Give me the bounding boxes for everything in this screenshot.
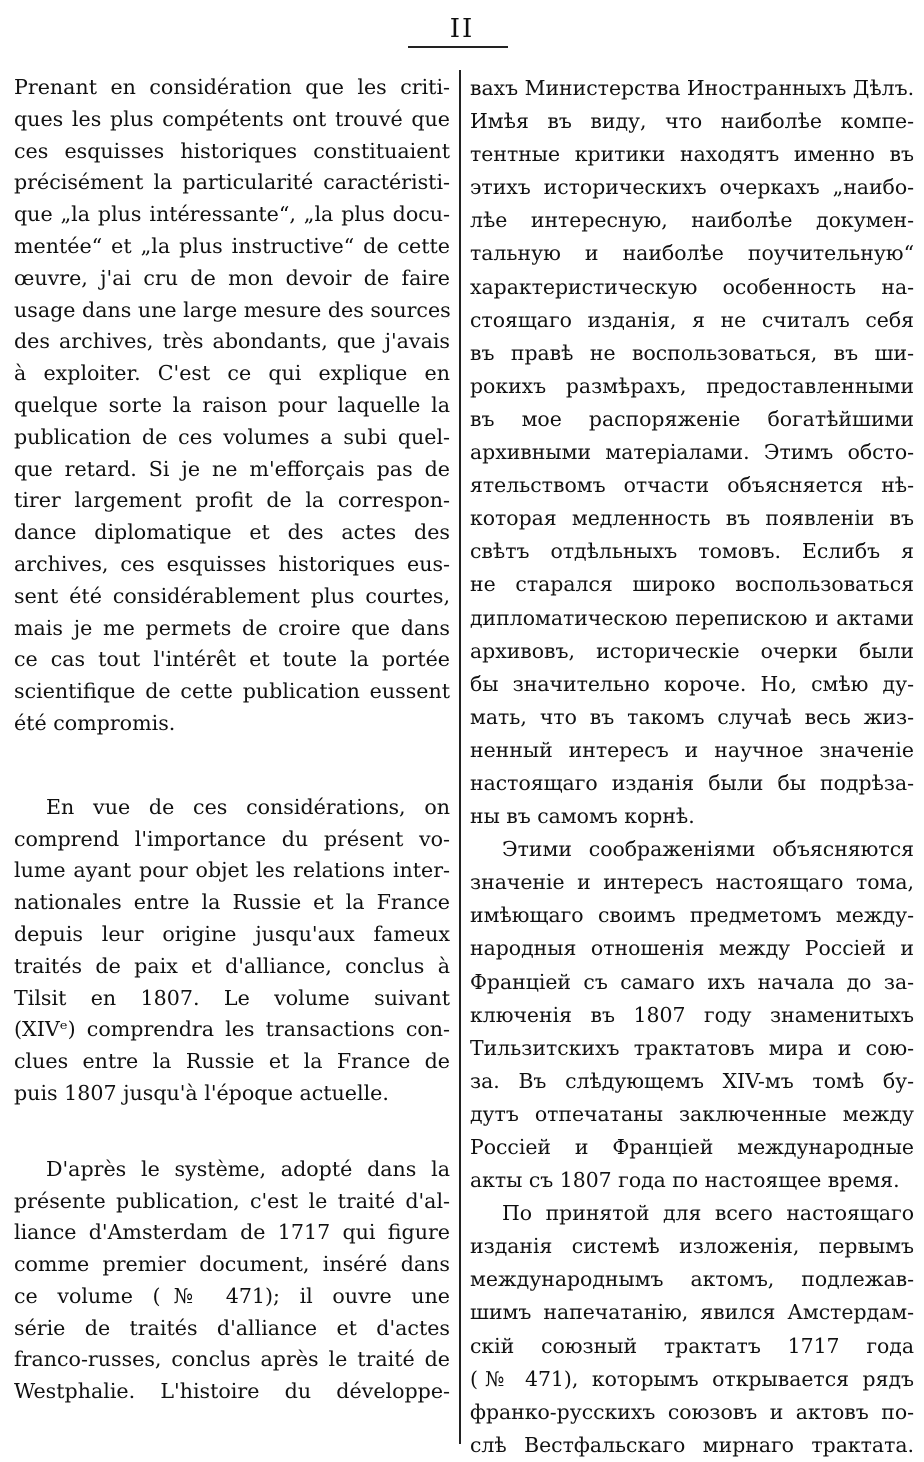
text-line: (№ 471), которымъ открывается рядъ [470,1366,914,1391]
text-line: этихъ историческихъ очеркахъ „наибо- [470,175,914,200]
french-paragraph-2 [14,792,450,1110]
text-line: puis 1807 jusqu'à l'époque actuelle. [14,1080,389,1105]
text-line: précisément la particularité caractéristi- [14,170,450,195]
text-line: franco-russes, conclus après le traité de [14,1347,450,1372]
header-rule [408,46,508,48]
text-line: По принятой для всего настоящаго [502,1201,914,1226]
page-number: II [449,14,475,44]
text-line: въ правѣ не воспользоваться, въ ши- [470,340,914,365]
text-line: ны въ самомъ корнѣ. [470,804,695,829]
column-divider [459,70,461,1444]
text-line: que retard. Si je ne m'efforçais pas de [14,456,450,481]
text-line: des archives, très abondants, que j'avais [14,329,450,354]
text-line: mentée“ et „la plus instructive“ de cette [14,233,450,258]
text-line: дутъ отпечатаны заключенные между [470,1101,914,1126]
text-line: имѣющаго своимъ предметомъ между- [470,903,914,928]
text-line: франко-русскихъ союзовъ и актовъ по- [470,1399,914,1424]
text-line: свѣтъ отдѣльныхъ томовъ. Еслибъ я [470,539,914,564]
text-line: série de traités d'alliance et d'actes [14,1315,450,1340]
text-line: ненный интересъ и научное значеніе [470,737,914,762]
text-line: œuvre, j'ai cru de mon devoir de faire [14,265,450,290]
text-line: лѣе интересную, наиболѣе докумен- [470,208,914,233]
text-line: ключенія въ 1807 году знаменитыхъ [470,1002,914,1027]
text-line: народныя отношенія между Россіей и [470,936,914,961]
text-line: настоящаго изданія были бы подрѣза- [470,770,914,795]
text-line: ятельствомъ отчасти объясняется нѣ- [470,473,914,498]
text-line: archives, ces esquisses historiques eus- [14,551,450,576]
text-line: Tilsit en 1807. Le volume suivant [14,985,450,1010]
text-line: Тильзитскихъ трактатовъ мира и сою- [470,1035,914,1060]
text-line: traités de paix et d'alliance, conclus à [14,953,450,978]
text-line: международнымъ актомъ, подлежав- [470,1267,914,1292]
paragraph-gap [14,740,450,792]
text-line: не старался широко воспользоваться [470,572,914,597]
text-line: quelque sorte la raison pour laquelle la [14,392,450,417]
text-line: вахъ Министерства Иностранныхъ Дѣлъ. [470,76,915,100]
text-line: lume ayant pour objet les relations inter- [14,858,450,883]
french-column [14,72,450,1408]
text-line: ces esquisses historiques constituaient [14,138,450,163]
text-line: за. Въ слѣдующемъ XIV-мъ томѣ бу- [470,1068,914,1093]
french-paragraph-1 [14,72,450,740]
text-line: été compromis. [14,710,176,735]
text-line: que „la plus intéressante“, „la plus docu- [14,202,450,227]
text-line: значеніе и интересъ настоящаго тома, [470,870,914,895]
text-line: clues entre la Russie et la France de [14,1049,450,1074]
text-line: dance diplomatique et des actes des [14,520,450,545]
text-line: стоящаго изданія, я не считалъ себя [470,307,914,332]
text-line: Этими соображеніями объясняются [502,837,914,862]
text-line: Имѣя въ виду, что наиболѣе компе- [470,109,914,134]
text-line: въ мое распоряженіе богатѣйшими [470,406,914,431]
text-line: à exploiter. C'est ce qui explique en [14,361,450,386]
text-line: liance d'Amsterdam de 1717 qui figure [14,1220,450,1245]
text-line: usage dans une large mesure des sources [14,297,451,322]
text-line: mais je me permets de croire que dans [14,615,450,640]
text-line: scientifique de cette publication eussent [14,679,450,704]
russian-column [470,72,914,1462]
text-line: которая медленность въ появленіи въ [470,506,914,531]
text-line: publication de ces volumes a subi quel- [14,424,450,449]
russian-paragraph-3 [470,1197,914,1462]
russian-paragraph-2 [470,833,914,1197]
text-line: слѣ Вестфальскаго мирнаго трактата. [470,1432,914,1457]
french-paragraph-3 [14,1154,450,1408]
text-line: Россіей и Франціей международные [470,1135,914,1159]
text-line: ques les plus compétents ont trouvé que [14,106,450,131]
text-line: тентные критики находятъ именно въ [470,142,914,167]
text-line: тальную и наиболѣе поучительную“ [470,241,914,266]
text-line: ce cas tout l'intérêt et toute la portée [14,647,450,672]
text-line: En vue de ces considérations, on [46,794,450,819]
text-line: дипломатическою перепискою и актами [470,605,914,630]
text-line: comprend l'importance du présent vo- [14,826,450,851]
text-line: comme premier document, inséré dans [14,1252,450,1277]
text-line: характеристическую особенность на- [470,274,914,299]
text-line: sent été considérablement plus courtes, [14,583,450,608]
text-line: изданія системѣ изложенія, первымъ [470,1234,914,1259]
text-line: Prenant en considération que les criti- [14,75,450,99]
text-line: скій союзный трактатъ 1717 года [470,1333,914,1358]
text-line: depuis leur origine jusqu'aux fameux [14,921,450,946]
text-line: D'après le système, adopté dans la [46,1156,450,1181]
text-line: Westphalie. L'histoire du développe- [14,1379,450,1404]
text-line: шимъ напечатанію, явился Амстердам- [470,1300,914,1325]
text-line: nationales entre la Russie et la France [14,890,450,915]
russian-paragraph-1 [470,72,914,833]
text-line: Франціей съ самаго ихъ начала до за- [470,969,914,994]
text-line: ce volume (№ 471); il ouvre une [14,1283,450,1308]
text-line: бы значительно короче. Но, смѣю ду- [470,671,914,696]
text-line: tirer largement profit de la correspon- [14,488,450,513]
text-line: (XIVᵉ) comprendra les transactions con- [14,1017,450,1042]
text-line: présente publication, c'est le traité d'al- [14,1188,450,1213]
text-line: архивными матеріалами. Этимъ обсто- [470,440,914,465]
text-line: архивовъ, историческіе очерки были [470,638,914,663]
text-line: рокихъ размѣрахъ, предоставленными [470,373,914,398]
text-line: акты съ 1807 года по настоящее время. [470,1168,900,1193]
text-line: мать, что въ такомъ случаѣ весь жиз- [470,704,914,729]
paragraph-gap [14,1110,450,1154]
